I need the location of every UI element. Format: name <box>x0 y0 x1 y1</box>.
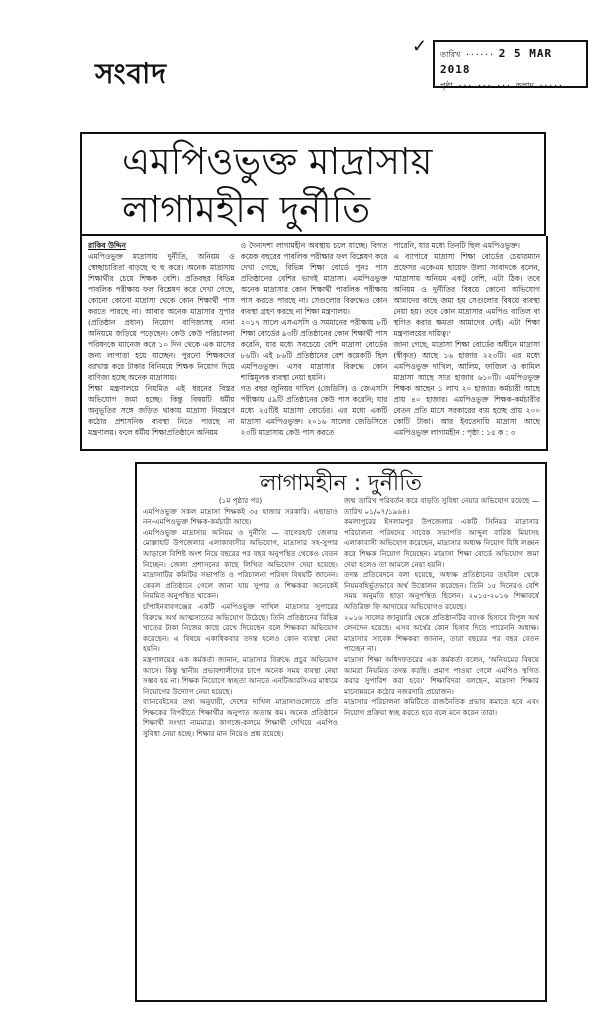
paragraph: ২০১৭ সালে এসএসসি ও সমমানের পরীক্ষায় ৮টি শিক্ষা বোর্ডের ৯৩টি প্রতিষ্ঠানের কোন শিক্ষার্থী পাস করেনি, যার মধ্যে সবচেয়ে বেশি মাদ্রাসা বোর্ডের ৮৬টি। এই ৮৬টি প্রতিষ্ঠানের বেশ কয়েকটি ছিল এমপিওভুক্ত। এসব মাদ্রাসার বিরুদ্ধে কোন শাস্তিমূলক ব্যবস্থা নেয়া হয়নি। <box>240 318 388 382</box>
article-column-1 <box>88 240 235 445</box>
paragraph: এমপিওভুক্ত মাদ্রাসায় দুর্নীতি, অনিয়ম ও স্বেচ্ছাচারিতা বাড়ছে হু হু করে। অনেক মাদ্রাসায় শিক্ষার্থীর চেয়ে শিক্ষক বেশি। প্রতিবছর বিভিন্ন পাবলিক পরীক্ষায় ফল বিশ্লেষণ করে দেখা গেছে, কোনো কোনো মাদ্রাসা থেকে কোন শিক্ষার্থী পাস করতে পারছে না। আবার অনেক মাদ্রাসার সুপার (প্রতিষ্ঠান প্রধান) নিয়োগ বাণিজ্যসহ নানা অনিয়মে জড়িয়ে পড়েছেন। কেউ কেউ পরিচালনা পরিষদকে ম্যানেজ করে ১০ দিন থেকে এক মাসের জন্য লাপাত্তা হয়ে যাচ্ছেন। পুরনো শিক্ষকদের বরখাস্ত করে টাকার বিনিময়ে শিক্ষক নিয়োগ দিয়ে বাণিজ্য হচ্ছে অনেক মাদ্রাসায়। <box>88 252 235 382</box>
paragraph: জন্ম তারিখ পরিবর্তন করে বাড়তি সুবিধা নেয়ার অভিযোগ রয়েছে — তারিখ ০১/০৭/১৯৬৪। <box>344 496 539 516</box>
date-stamp: তারিখ ······ 2 5 MAR 2018 পৃষ্ঠা ··· ··· ··· কলাম ····· <box>433 40 588 88</box>
paragraph: পারেনি, যার মধ্যে তিনটি ছিল এমপিওভুক্ত। <box>393 241 520 250</box>
paragraph: কমলাপুরের ইসলামপুর উপজেলার একটি সিনিয়র মাদ্রাসার পরিচালনা পরিষদের সাবেক সভাপতি আব্দুল বারিক মিয়াসহ এলাকাবাসী অভিযোগ করেছেন, মাদ্রাসার অধ্যক্ষ নিয়োগ বিধি লঙ্ঘন করে শিক্ষক নিয়োগ দিয়েছেন। মাদ্রাসা শিক্ষা বোর্ডে অভিযোগ জমা দেয়া হলেও তা আমলে নেয়া হয়নি। <box>344 517 539 569</box>
paragraph: এমপিওভুক্ত সকল মাদ্রাসা শিক্ষকই ৩৫ হাজার সরকারি। এছাড়াও নন-এমপিওভুক্ত শিক্ষক-কর্মচারী আছে। <box>143 506 338 527</box>
stamp-page-label: পৃষ্ঠা <box>440 81 453 90</box>
stamp-date-label: তারিখ <box>440 50 461 59</box>
paragraph: মন্ত্রণালয়ের এক কর্মকর্তা জানান, মাদ্রাসার বিরুদ্ধে প্রচুর অভিযোগ আসে। কিন্তু স্থানীয় প্রভাবশালীদের চাপে অনেক সময় ব্যবস্থা নেয়া সম্ভব হয় না। শিক্ষক নিয়োগে স্বচ্ছতা আনতে এনটিআরসিএর মাধ্যমে নিয়োগের উদ্যোগ নেয়া হয়েছে। <box>143 654 338 696</box>
headline-box <box>80 132 546 236</box>
continuation-headline: লাগামহীন : দুর্নীতি <box>260 471 422 496</box>
paragraph: মাদ্রাসার পরিচালনা কমিটিতে রাজনৈতিক প্রভাব কমাতে হবে এবং নিয়োগ প্রক্রিয়া স্বচ্ছ করতে হবে বলে মনে করেন তারা। <box>344 697 539 717</box>
paragraph: জানা গেছে, মাদ্রাসা শিক্ষা বোর্ডের অধীনে মাদ্রাসা (স্বীকৃত) আছে ১৬ হাজার ২২৩টি। এর মধ্যে এমপিওভুক্ত দাখিল, আলিম, ফাজিল ও কামিল মাদ্রাসা আছে সাত হাজার ৬১০টি। এমপিওভুক্ত শিক্ষক আছেন ১ লাখ ২০ হাজার। কর্মচারী আছে প্রায় ৪০ হাজার। এমপিওভুক্ত শিক্ষক-কর্মচারীর বেতন প্রতি মাসে সরকারের ব্যয় হচ্ছে প্রায় ২০০ কোটি টাকা। আর ইবতেদায়ি মাদ্রাসা আছে এমপিওভুক্ত লাগামহীন : পৃষ্ঠা : ১৫ ক : ৩ <box>393 340 541 437</box>
paragraph: ব্যানবেইসের তথ্য অনুযায়ী, দেশের দাখিল মাদ্রাসাগুলোতে প্রতি শিক্ষকের বিপরীতে শিক্ষার্থীর অনুপাত অত্যন্ত কম। অনেক প্রতিষ্ঠানে শিক্ষার্থী সংখ্যা নামমাত্র। কাগজে-কলমে শিক্ষার্থী দেখিয়ে এমপিও সুবিধা নেয়া হচ্ছে। শিক্ষার মান নিয়েও প্রশ্ন রয়েছে। <box>143 697 338 739</box>
headline <box>122 138 432 234</box>
byline: রাকিব উদ্দিন <box>88 241 126 250</box>
paragraph: গত বছর জুনিয়র দাখিল (জেডিসি) ও জেএসসি পরীক্ষায় ৫৯টি প্রতিষ্ঠানের কেউ পাস করেনি; যার মধ্যে ২৫টিই মাদ্রাসা বোর্ডের। এর মধ্যে একটি মাদ্রাসা এমপিওভুক্ত। ২০১৬ সালের জেডিসিতে ২৩টি মাদ্রাসায় কেউ পাস করতে <box>240 384 388 437</box>
newspaper-masthead: সংবাদ <box>95 57 167 90</box>
paragraph: এ ব্যাপারে মাদ্রাসা শিক্ষা বোর্ডের চেয়ারম্যান প্রফেসর একেএম ছায়েফ উল্যা সংবাদকে বলেন, 'মাদ্রাসায় অনিয়ম একটু বেশি, এটা ঠিক। তবে অনিয়ম ও দুর্নীতির বিষয়ে কোনো অভিযোগ আমাদের কাছে জমা হয় সেগুলোর বিষয়ে ব্যবস্থা নেয়া হয়। তবে কোন মাদ্রাসার এমপিও বাতিল বা স্থগিত করার ক্ষমতা আমাদের নেই। এটা শিক্ষা মন্ত্রণালয়ের দায়িত্ব।' <box>393 252 541 338</box>
paragraph: ও দৈন্যদশা লাগামহীন অবস্থায় চলে যাচ্ছে। বিগত কয়েক বছরের পাবলিক পরীক্ষার ফল বিশ্লেষণ করে দেখা গেছে, বিভিন্ন শিক্ষা বোর্ডে পুনঃ পাস প্রতিষ্ঠানের বেশির ভাগই মাদ্রাসা। এমপিওভুক্ত অনেক মাদ্রাসার কোন শিক্ষার্থী পাবলিক পরীক্ষায় পাস করতে পারছে না। সেগুলোর বিরুদ্ধেও কোন ব্যবস্থা গ্রহণ করছে না শিক্ষা মন্ত্রণালয়। <box>240 241 388 316</box>
stamp-date: 2 5 MAR 2018 <box>440 47 553 76</box>
paragraph: এমপিওভুক্ত মাদ্রাসায় অনিয়ম ও দুর্নীতি — বাগেরহাট জেলার মোল্লাহাট উপজেলার এলাকাবাসীর অভিযোগ, মাদ্রাসার সহ-সুপার আড়ালে বিশিষ্ট অংশ নিয়ে বছরের পর বছর অনুপস্থিত থেকেও বেতন নিচ্ছেন। জেলা প্রশাসনের কাছে লিখিত অভিযোগ দেয়া হয়েছে। মাদ্রাসাটির কমিটির সভাপতি ও পরিচালনা পরিষদ বিষয়টি জানেন। কেবল প্রতিষ্ঠানে গেলে জানা যায় সুপার ও শিক্ষকরা অনেকেই নিয়মিত অনুপস্থিত থাকেন। <box>143 527 338 601</box>
check-mark-icon: ✓ <box>412 36 428 57</box>
paragraph: ২০১৬ সালের জানুয়ারি থেকে প্রতিষ্ঠানটির ব্যাংক হিসাবে বিপুল অর্থ লেনদেন হয়েছে। এসব অর্থের কোন হিসাব দিতে পারেননি অধ্যক্ষ। মাদ্রাসার সাবেক শিক্ষকরা জানান, তারা বছরের পর বছর বেতন পাচ্ছেন না। <box>344 612 539 654</box>
article-front <box>80 236 548 451</box>
paragraph: শিক্ষা মন্ত্রণালয়ে নিয়মিত এই ধরনের বিস্তর অভিযোগ জমা হচ্ছে। কিন্তু বিষয়টি ধর্মীয় অনুভূতির সঙ্গে জড়িত থাকায় মাদ্রাসা নিয়ন্ত্রণে কঠোর প্রশাসনিক ব্যবস্থা নিতে পারছে না মন্ত্রণালয়। ফলে ধর্মীয় শিক্ষাপ্রতিষ্ঠানে অনিয়ম <box>88 384 235 437</box>
paragraph: মাদ্রাসা শিক্ষা অধিদফতরের এক কর্মকর্তা বলেন, 'অনিয়মের বিষয়ে আমরা নিয়মিত তদন্ত করছি। প্রমাণ পাওয়া গেলে এমপিও স্থগিত করার সুপারিশ করা হবে।' শিক্ষাবিদরা বলছেন, মাদ্রাসা শিক্ষার মানোন্নয়নে কঠোর নজরদারি প্রয়োজন। <box>344 654 539 696</box>
article-column-3 <box>393 240 540 445</box>
article-column-2 <box>241 240 388 445</box>
headline-line-2: লাগামহীন দুর্নীতি <box>122 188 371 231</box>
article-continuation <box>135 462 547 1002</box>
continuation-column-left <box>143 496 338 996</box>
continued-from-label: (১ম পৃষ্ঠার পর) <box>218 496 263 505</box>
stamp-column-label: কলাম <box>515 81 534 90</box>
continuation-column-right <box>344 496 539 996</box>
paragraph: তদন্ত প্রতিবেদনে বলা হয়েছে, অধ্যক্ষ প্রতিষ্ঠানের তহবিল থেকে নিয়মবহির্ভূতভাবে অর্থ উত্তোলন করেছেন। তিনি ১৫ দিনেরও বেশি সময় অনুমতি ছাড়া অনুপস্থিত ছিলেন। ২০১৫-২০১৬ শিক্ষাবর্ষে অতিরিক্ত ফি আদায়ের অভিযোগও রয়েছে। <box>344 570 539 611</box>
headline-line-1: এমপিওভুক্ত মাদ্রাসায় <box>122 140 433 183</box>
paragraph: চাঁপাইনবাবগঞ্জের একটি এমপিওভুক্ত দাখিল মাদ্রাসার সুপারের বিরুদ্ধে অর্থ আত্মসাতের অভিযোগ উঠেছে। তিনি প্রতিষ্ঠানের বিভিন্ন খাতের টাকা নিজের কাছে রেখে দিয়েছেন বলে শিক্ষকরা অভিযোগ করেছেন। এ বিষয়ে একাধিকবার তদন্ত হলেও কোন ব্যবস্থা নেয়া হয়নি। <box>143 601 338 654</box>
